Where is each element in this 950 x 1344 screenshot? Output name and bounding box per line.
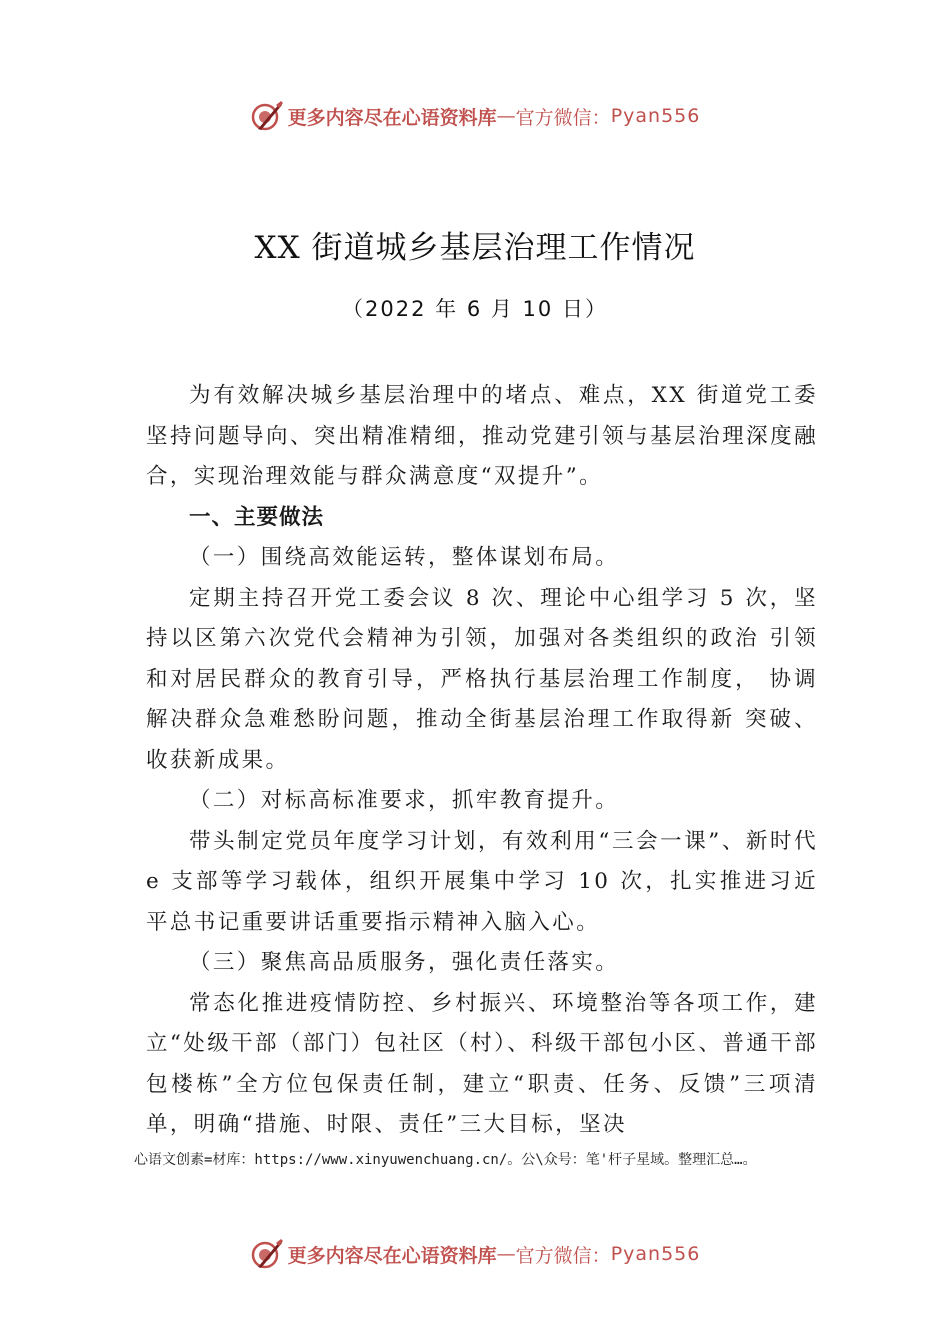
document-title: XX 街道城乡基层治理工作情况 xyxy=(254,230,696,266)
banner-dash: — xyxy=(496,105,516,127)
footer-watermark-banner xyxy=(0,1234,950,1274)
banner-wechat-id: Pyan556 xyxy=(610,1243,701,1265)
banner-text: 更多内容尽在心语资料库 xyxy=(287,1244,497,1267)
pen-quill-seal-icon xyxy=(250,99,284,133)
intro-paragraph: 为有效解决城乡基层治理中的堵点、难点，XX 街道党工委坚持问题导向、突出精准精细，推动党建引领与基层治理深度融合，实现治理效能与群众满意度“双提升”。 xyxy=(146,383,818,489)
banner-text: 更多内容尽在心语资料库 xyxy=(287,106,497,129)
subsection-heading: （一）围绕高效能运转，整体谋划布局。 xyxy=(189,545,620,570)
pen-quill-seal-icon xyxy=(250,1237,284,1271)
banner-wechat-id: Pyan556 xyxy=(610,105,701,127)
banner-wechat-label: 官方微信： xyxy=(515,106,611,129)
source-footnote: 心语文创素=材库：https://www.xinyuwenchuang.cn/。公\众号：笔'杆子星域。整理汇总…。 xyxy=(134,1152,757,1168)
body-paragraph: 带头制定党员年度学习计划，有效利用“三会一课”、新时代 e 支部等学习载体，组织开展集中学习 10 次，扎实推进习近平总书记重要讲话重要指示精神入脑入心。 xyxy=(146,828,818,935)
body-paragraph: 常态化推进疫情防控、乡村振兴、环境整治等各项工作，建立“处级干部（部门）包社区（村）、科级干部包小区、普通干部包楼栋”全方位包保责任制，建立“职责、任务、反馈”三项清单，明确“措施、时限、责任”三大目标，坚决 xyxy=(146,990,818,1137)
header-watermark-banner xyxy=(0,96,950,136)
banner-dash: — xyxy=(496,1243,516,1265)
subsection-heading: （三）聚焦高品质服务，强化责任落实。 xyxy=(189,950,620,975)
document-date: （2022 年 6 月 10 日） xyxy=(342,297,608,321)
section-heading: 一、主要做法 xyxy=(189,504,325,530)
banner-wechat-label: 官方微信： xyxy=(515,1244,611,1267)
body-paragraph: 定期主持召开党工委会议 8 次、理论中心组学习 5 次，坚持以区第六次党代会精神为引领，加强对各类组织的政治 引领和对居民群众的教育引导，严格执行基层治理工作制度， 协调解决群众急难愁盼问题，推动全街基层治理工作取得新 突破、收获新成果。 xyxy=(146,585,818,773)
document-body xyxy=(146,376,818,1146)
subsection-heading: （二）对标高标准要求，抓牢教育提升。 xyxy=(189,788,620,813)
